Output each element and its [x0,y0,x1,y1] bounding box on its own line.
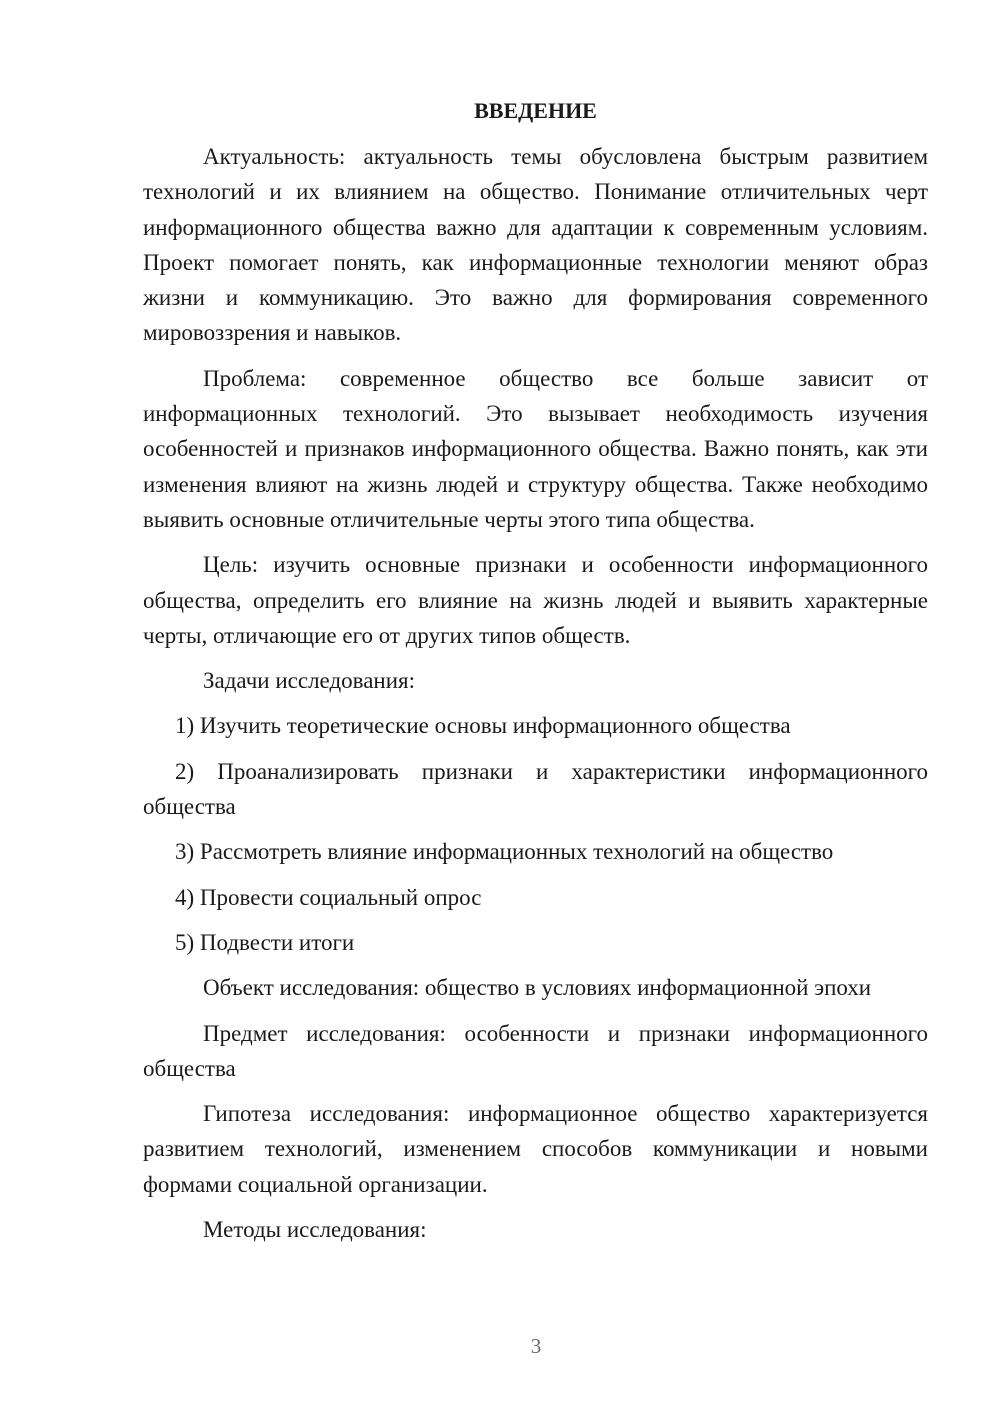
task-item-2: 2) Проанализировать признаки и характеристики информационного общества [143,758,928,820]
hypothesis-paragraph: Гипотеза исследования: информационное общество характеризуется развитием технологий, изменением способов коммуникации и новыми формами социальной организации. [143,1101,928,1197]
task-item-3: 3) Рассмотреть влияние информационных технологий на общество [175,839,834,865]
problem-paragraph: Проблема: современное общество все больше зависит от информационных технологий. Это вызывает необходимость изучения особенностей и признаков информационного общества. Важно понять, как эти изменения влияют на жизнь людей и структуру общества. Также необходимо выявить основные отличительные черты этого типа общества. [143,365,928,532]
task-item-5: 5) Подвести итоги [175,929,355,955]
task-item-1: 1) Изучить теоретические основы информационного общества [175,713,791,739]
relevance-paragraph: Актуальность: актуальность темы обусловлена быстрым развитием технологий и их влиянием на общество. Понимание отличительных черт информационного общества важно для адаптации к современным условиям. Проект помогает понять, как информационные технологии меняют образ жизни и коммуникацию. Это важно для формирования современного мировоззрения и навыков. [143,144,928,346]
tasks-heading: Задачи исследования: [203,668,416,694]
page-number: 3 [530,1334,542,1358]
document-page [143,95,928,1257]
page-title: ВВЕДЕНИЕ [474,98,597,123]
object-paragraph: Объект исследования: общество в условиях информационной эпохи [203,975,872,1001]
methods-heading: Методы исследования: [203,1217,427,1243]
task-item-4: 4) Провести социальный опрос [175,884,482,910]
subject-paragraph: Предмет исследования: особенности и признаки информационного общества [143,1020,928,1081]
goal-paragraph: Цель: изучить основные признаки и особенности информационного общества, определить его влияние на жизнь людей и выявить характерные черты, отличающие его от других типов обществ. [143,552,928,648]
